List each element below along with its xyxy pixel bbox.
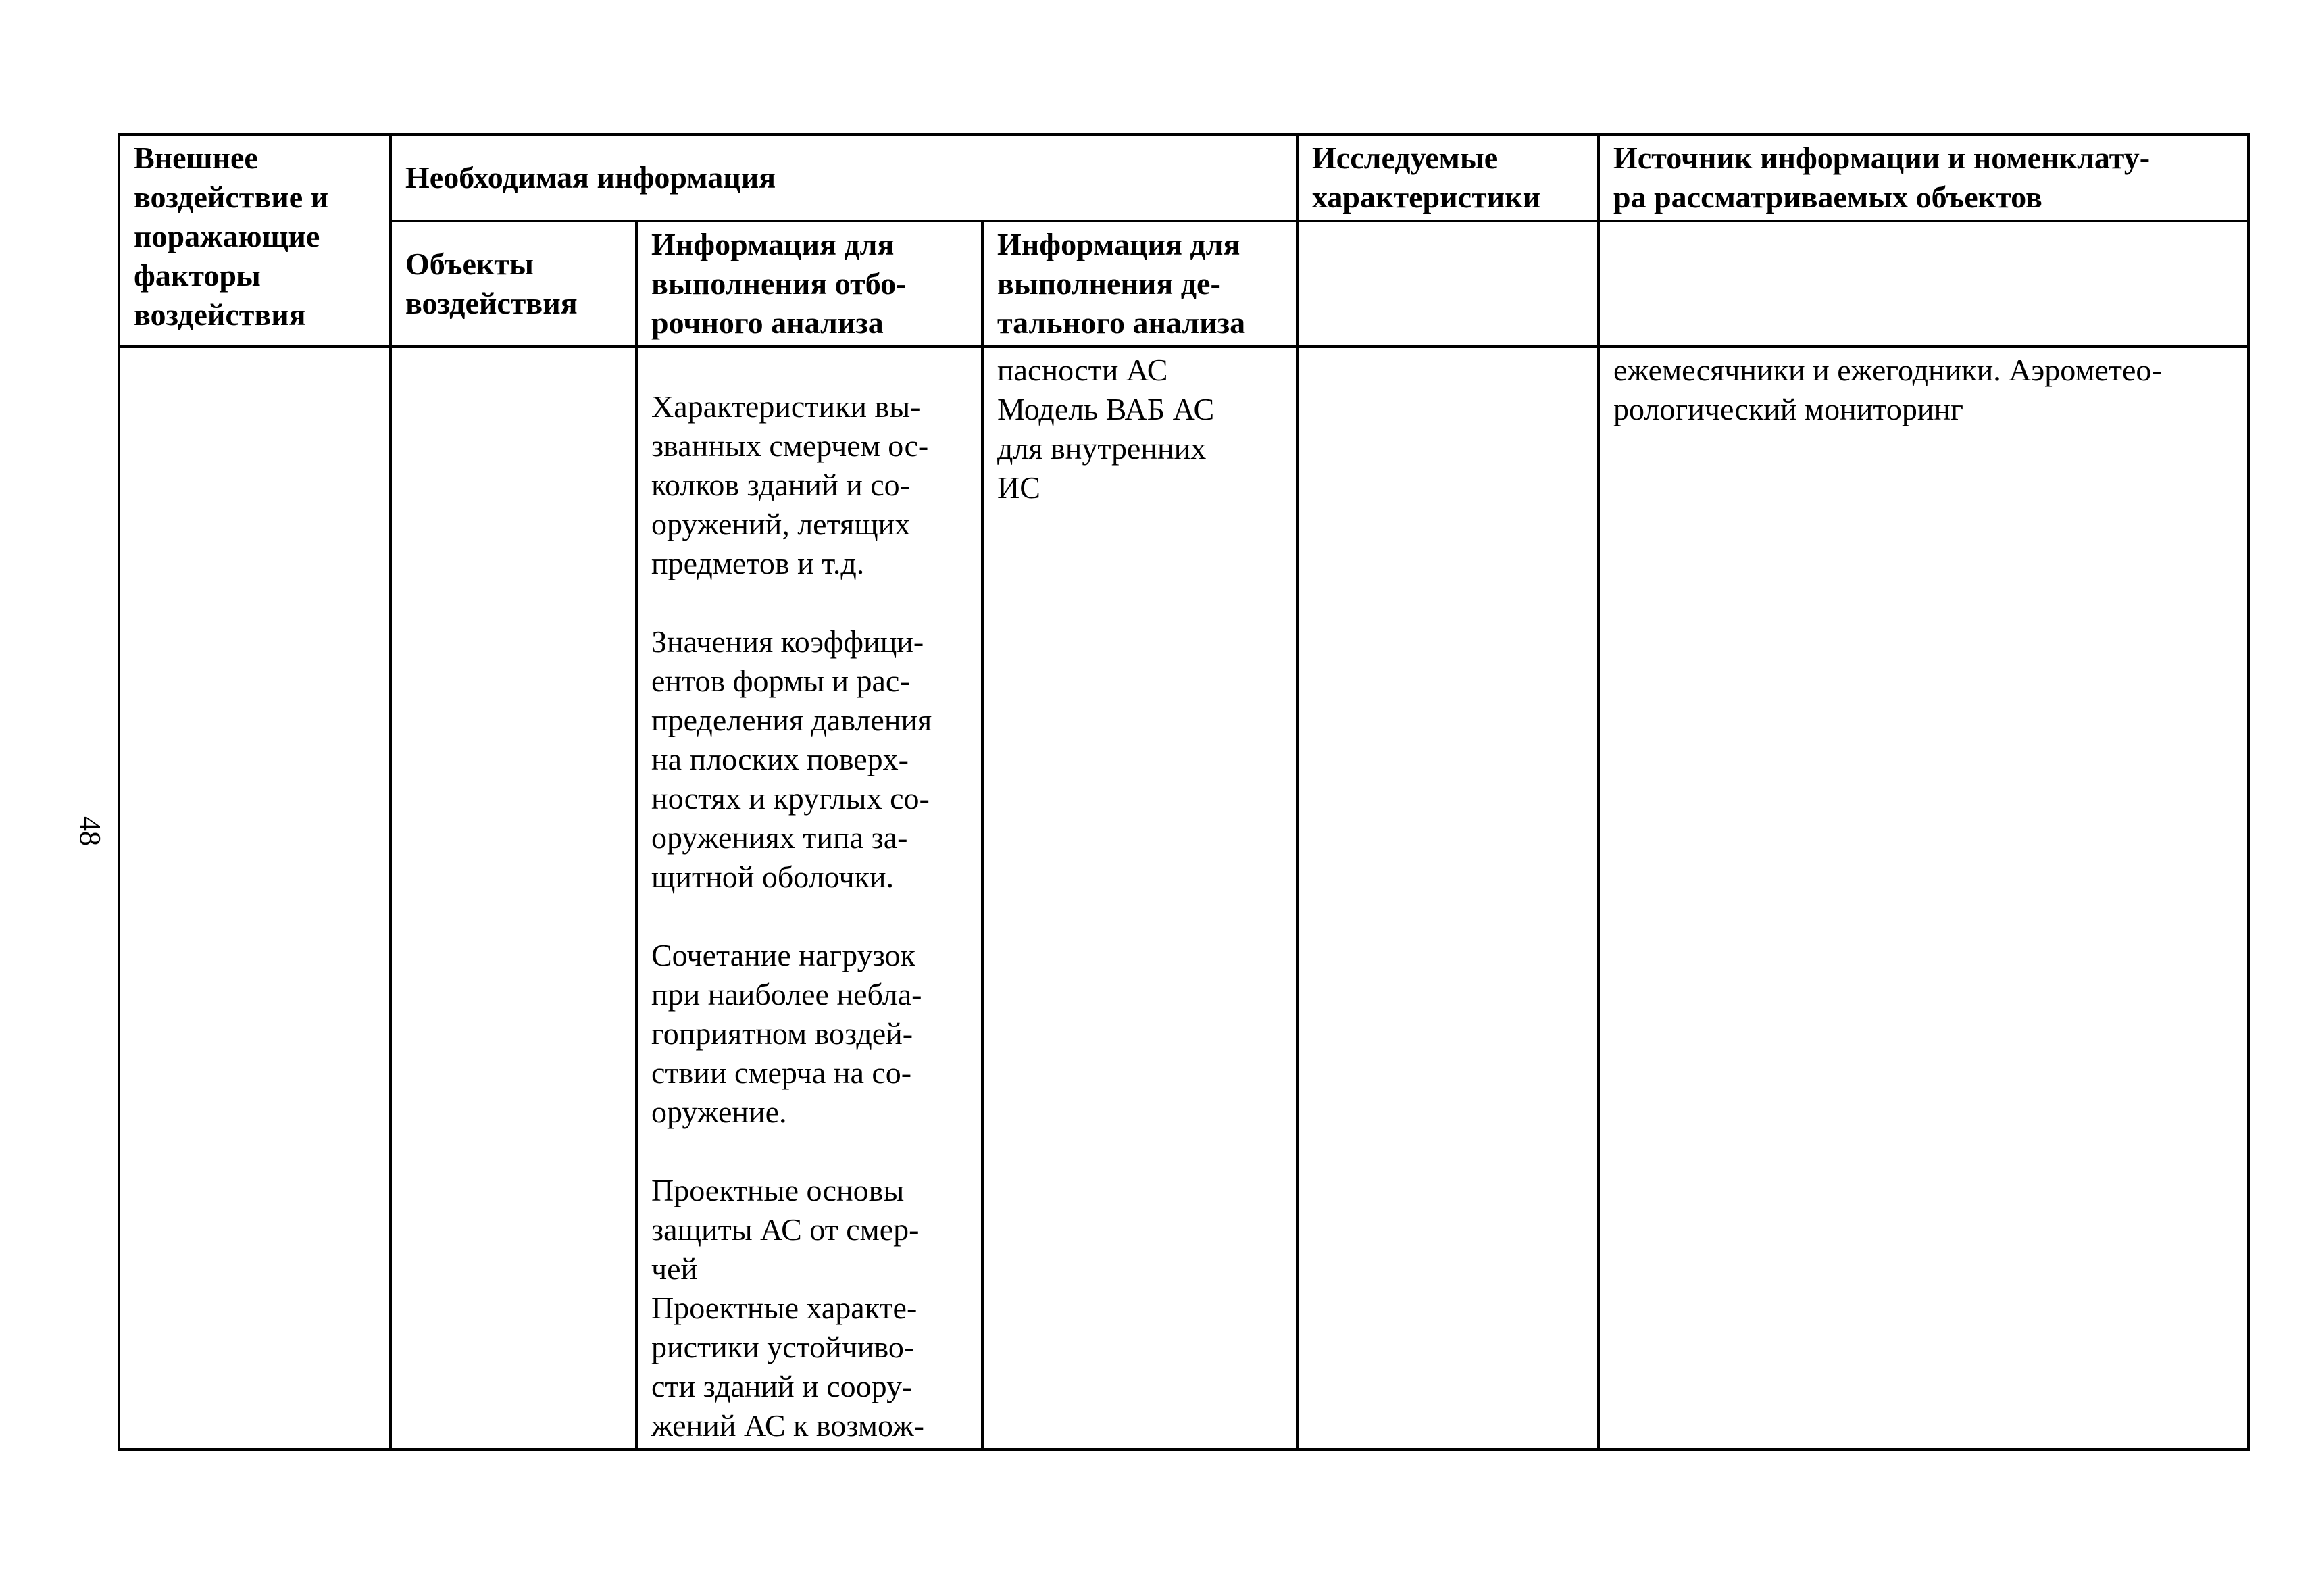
header-source: Источник информации и номенклату- ра рассматриваемых объектов [1599, 134, 2248, 221]
header-external-impact: Внешнее воздействие и поражающие факторы воздействия [119, 134, 391, 347]
page-number: 48 [74, 816, 107, 846]
header-row-1 [119, 134, 2248, 221]
screening-block-design-basis: Проектные основы защиты АС от смер- чей Проектные характе- ристики устойчиво- сти зданий и соору- жений АС к возмож- [651, 1173, 924, 1443]
cell-detailed-analysis: пасности АС Модель ВАБ АС для внутренних ИС [982, 347, 1297, 1449]
header-needed-info: Необходимая информация [391, 134, 1297, 221]
header-objects: Объекты воздействия [391, 221, 636, 347]
header-characteristics: Исследуемые характеристики [1297, 134, 1599, 221]
cell-characteristics [1297, 347, 1599, 1449]
screening-block-debris: Характеристики вы- званных смерчем ос- колков зданий и со- оружений, летящих предметов и т.д. [651, 389, 929, 580]
header-source-empty [1599, 221, 2248, 347]
header-characteristics-empty [1297, 221, 1599, 347]
cell-objects [391, 347, 636, 1449]
screening-block-load-combination: Сочетание нагрузок при наиболее небла- гоприятном воздей- ствии смерча на со- оружение. [651, 938, 922, 1129]
analysis-info-table [118, 133, 2250, 1451]
header-row-2 [119, 221, 2248, 347]
header-detailed-analysis: Информация для выполнения де- тального анализа [982, 221, 1297, 347]
cell-screening-analysis [636, 347, 982, 1449]
cell-source: ежемесячники и ежегодники. Аэрометео- рологический мониторинг [1599, 347, 2248, 1449]
cell-external-impact [119, 347, 391, 1449]
screening-block-coefficients: Значения коэффици- ентов формы и рас- пределения давления на плоских поверх- ностях и круглых со- оружениях типа за- щитной оболочки. [651, 624, 932, 894]
header-screening-analysis: Информация для выполнения отбо- рочного анализа [636, 221, 982, 347]
body-row [119, 347, 2248, 1449]
